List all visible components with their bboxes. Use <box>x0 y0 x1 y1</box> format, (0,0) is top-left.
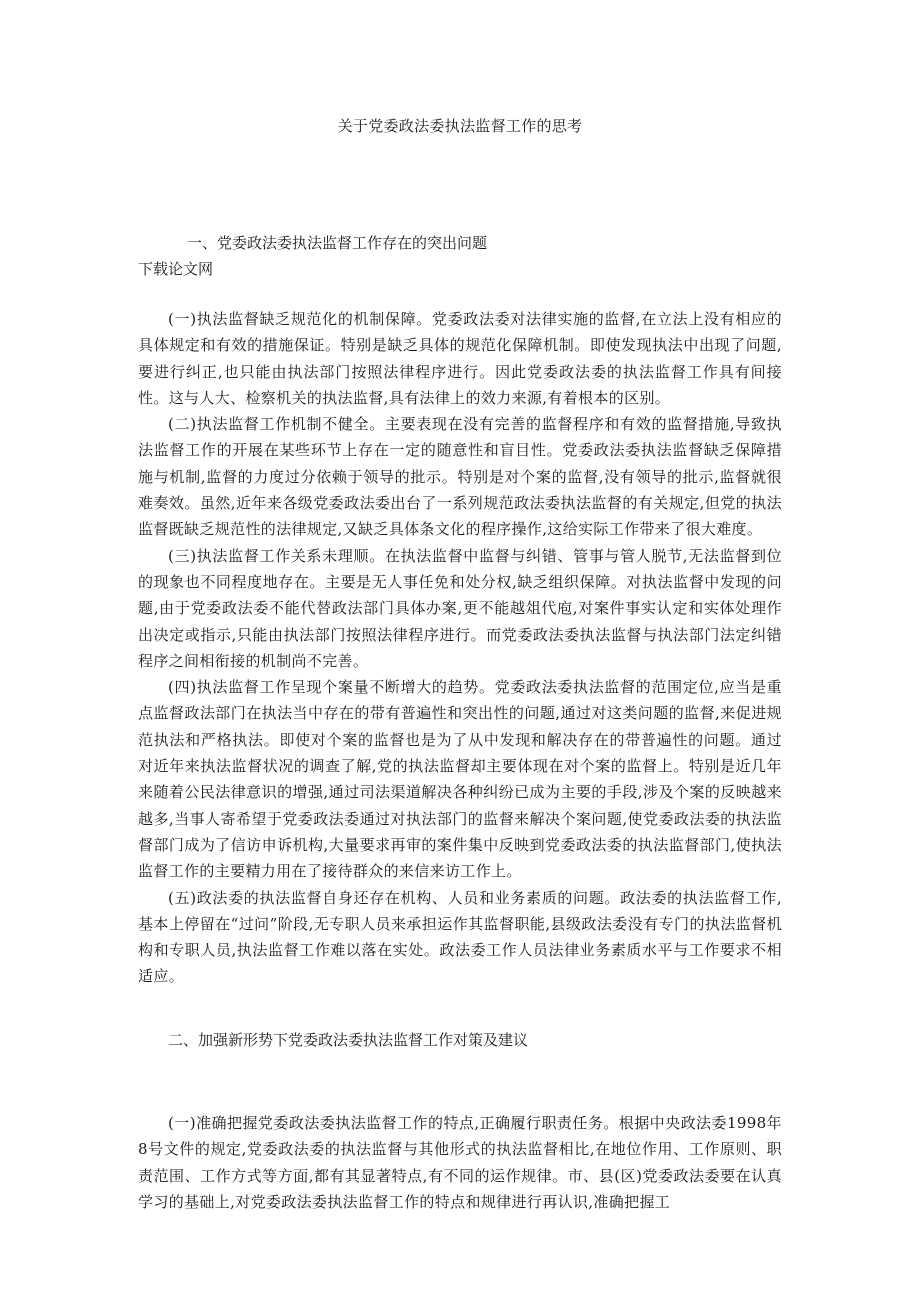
section-2-body <box>138 1110 782 1215</box>
paragraph-1-4: (四)执法监督工作呈现个案量不断增大的趋势。党委政法委执法监督的范围定位,应当是重点监督政法部门在执法当中存在的带有普遍性和突出性的问题,通过对这类问题的监督,来促进规范执法和严格执法。即使对个案的监督也是为了从中发现和解决存在的带普遍性的问题。通过对近年来执法监督状况的调查了解,党的执法监督却主要体现在对个案的监督上。特别是近几年来随着公民法律意识的增强,通过司法渠道解决各种纠纷已成为主要的手段,涉及个案的反映越来越多,当事人寄希望于党委政法委通过对执法部门的监督来解决个案问题,使党委政法委的执法监督部门成为了信访申诉机构,大量要求再审的案件集中反映到党委政法委的执法监督部门,使执法监督工作的主要精力用在了接待群众的来信来访工作上。 <box>138 678 782 881</box>
paragraph-1-5: (五)政法委的执法监督自身还存在机构、人员和业务素质的问题。政法委的执法监督工作,基本上停留在“过问”阶段,无专职人员来承担运作其监督职能,县级政法委没有专门的执法监督机构和专职人员,执法监督工作难以落在实处。政法委工作人员法律业务素质水平与工作要求不相适应。 <box>138 888 782 986</box>
section-2-heading-block <box>138 1030 782 1050</box>
section-1-heading: 一、党委政法委执法监督工作存在的突出问题 <box>187 234 488 252</box>
paragraph-1-2: (二)执法监督工作机制不健全。主要表现在没有完善的监督程序和有效的监督措施,导致执法监督工作的开展在某些环节上存在一定的随意性和盲目性。党委政法委执法监督缺乏保障措施与机制,监督的力度过分依赖于领导的批示。特别是对个案的监督,没有领导的批示,监督就很难奏效。虽然,近年来各级党委政法委出台了一系列规范政法委执法监督的有关规定,但党的执法监督既缺乏规范性的法律规定,又缺乏具体条文化的程序操作,这给实际工作带来了很大难度。 <box>138 415 782 539</box>
section-1-body <box>138 306 782 990</box>
paragraph-2-1: (一)准确把握党委政法委执法监督工作的特点,正确履行职责任务。根据中央政法委1998年8号文件的规定,党委政法委的执法监督与其他形式的执法监督相比,在地位作用、工作原则、职责范围、工作方式等方面,都有其显著特点,有不同的运作规律。市、县(区)党委政法委要在认真学习的基础上,对党委政法委执法监督工作的特点和规律进行再认识,准确把握工 <box>138 1114 782 1211</box>
paragraph-1-1: (一)执法监督缺乏规范化的机制保障。党委政法委对法律实施的监督,在立法上没有相应的具体规定和有效的措施保证。特别是缺乏具体的规范化保障机制。即使发现执法中出现了问题,要进行纠正,也只能由执法部门按照法律程序进行。因此党委政法委的执法监督工作具有间接性。这与人大、检察机关的执法监督,具有法律上的效力来源,有着根本的区别。 <box>138 310 782 407</box>
document-title: 关于党委政法委执法监督工作的思考 <box>337 117 583 135</box>
paragraph-1-3: (三)执法监督工作关系未理顺。在执法监督中监督与纠错、管事与管人脱节,无法监督到位的现象也不同程度地存在。主要是无人事任免和处分权,缺乏组织保障。对执法监督中发现的问题,由于党委政法委不能代替政法部门具体办案,更不能越俎代庖,对案件事实认定和实体处理作出决定或指示,只能由执法部门按照法律程序进行。而党委政法委执法监督与执法部门法定纠错程序之间相衔接的机制尚不完善。 <box>138 546 782 670</box>
source-note: 下载论文网 <box>138 260 214 278</box>
section-2-heading: 二、加强新形势下党委政法委执法监督工作对策及建议 <box>168 1031 529 1049</box>
